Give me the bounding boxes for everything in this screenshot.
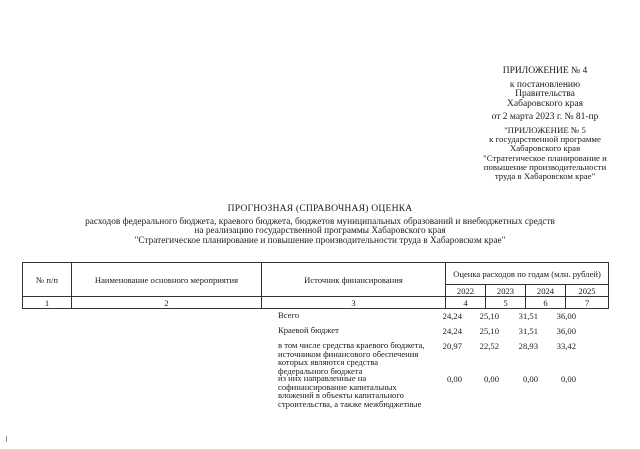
document-heading bbox=[40, 204, 600, 246]
row-value-2025: 36,00 bbox=[556, 311, 576, 321]
row-source-line: федерального бюджета bbox=[278, 365, 363, 376]
row-value-2024: 31,51 bbox=[518, 326, 538, 336]
column-number: 4 bbox=[446, 297, 486, 309]
appendix-5-line: труда в Хабаровском крае" bbox=[494, 171, 596, 182]
appendix-5-line: Хабаровского края bbox=[509, 143, 581, 154]
header-source: Источник финансирования bbox=[262, 263, 446, 297]
header-name: Наименование основного мероприятия bbox=[72, 263, 262, 297]
row-value-2022: 20,97 bbox=[442, 341, 462, 351]
row-source-line: строительства, а также межбюджетные bbox=[278, 398, 422, 409]
row-value-2022: 24,24 bbox=[442, 326, 462, 336]
appendix-5-line: повышение производительности bbox=[483, 161, 607, 172]
row-value-2023: 0,00 bbox=[483, 374, 499, 384]
document-title: ПРОГНОЗНАЯ (СПРАВОЧНАЯ) ОЦЕНКА bbox=[227, 203, 413, 214]
row-value-2024: 31,51 bbox=[518, 311, 538, 321]
scan-edge-mark bbox=[6, 436, 7, 442]
row-value-2023: 25,10 bbox=[479, 311, 499, 321]
row-value-2023: 22,52 bbox=[479, 341, 499, 351]
row-source-line: которых являются средства bbox=[278, 357, 379, 368]
row-source-line: вложений в объекты капитального bbox=[278, 390, 404, 401]
row-value-2025: 36,00 bbox=[556, 326, 576, 336]
row-source-line: Всего bbox=[278, 310, 300, 320]
header-year: 2025 bbox=[566, 285, 609, 297]
document-subtitle-line: на реализацию государственной программы Хабаровского края bbox=[194, 226, 446, 237]
appendix-4-line: Хабаровского края bbox=[507, 98, 583, 109]
appendix-5-block bbox=[448, 126, 640, 181]
row-value-2023: 25,10 bbox=[479, 326, 499, 336]
header-year: 2022 bbox=[446, 285, 486, 297]
row-value-2024: 28,93 bbox=[518, 341, 538, 351]
row-source-line: из них направленные на bbox=[278, 373, 367, 383]
document-subtitle-line: "Стратегическое планирование и повышение производительности труда в Хабаровском крае" bbox=[134, 235, 506, 246]
row-source-line: софинансирование капитальных bbox=[278, 381, 397, 392]
header-year: 2024 bbox=[526, 285, 566, 297]
appendix-4-block bbox=[470, 67, 620, 123]
column-number: 5 bbox=[486, 297, 526, 309]
row-value-2022: 24,24 bbox=[442, 311, 462, 321]
row-source-line: источником финансового обеспечения bbox=[278, 348, 419, 359]
appendix-4-line: к постановлению bbox=[509, 79, 581, 90]
row-value-2025: 0,00 bbox=[560, 374, 576, 384]
header-num: № п/п bbox=[23, 263, 72, 297]
appendix-5-title: "ПРИЛОЖЕНИЕ № 5 bbox=[504, 125, 586, 135]
row-value-2024: 0,00 bbox=[522, 374, 538, 384]
row-source-line: в том числе средства краевого бюджета, bbox=[278, 340, 425, 350]
column-number: 6 bbox=[526, 297, 566, 309]
header-year: 2023 bbox=[486, 285, 526, 297]
appendix-5-line: "Стратегическое планирование и bbox=[483, 152, 607, 163]
row-value-2025: 33,42 bbox=[556, 341, 576, 351]
appendix-4-date: от 2 марта 2023 г. № 81-пр bbox=[491, 112, 599, 122]
column-number: 1 bbox=[23, 297, 72, 309]
appendix-4-line: Правительства bbox=[515, 89, 575, 99]
expenditure-table-header bbox=[22, 262, 609, 309]
appendix-4-title: ПРИЛОЖЕНИЕ № 4 bbox=[502, 66, 588, 76]
row-source-line: Краевой бюджет bbox=[278, 325, 339, 335]
column-number: 3 bbox=[262, 297, 446, 309]
row-value-2022: 0,00 bbox=[446, 374, 462, 384]
document-subtitle-line: расходов федерального бюджета, краевого бюджета, бюджетов муниципальных образований и внебюджетных средств bbox=[85, 216, 555, 227]
column-number: 7 bbox=[566, 297, 609, 309]
header-estimate: Оценка расходов по годам (млн. рублей) bbox=[446, 263, 609, 285]
column-number: 2 bbox=[72, 297, 262, 309]
appendix-5-line: к государственной программе bbox=[489, 134, 601, 145]
